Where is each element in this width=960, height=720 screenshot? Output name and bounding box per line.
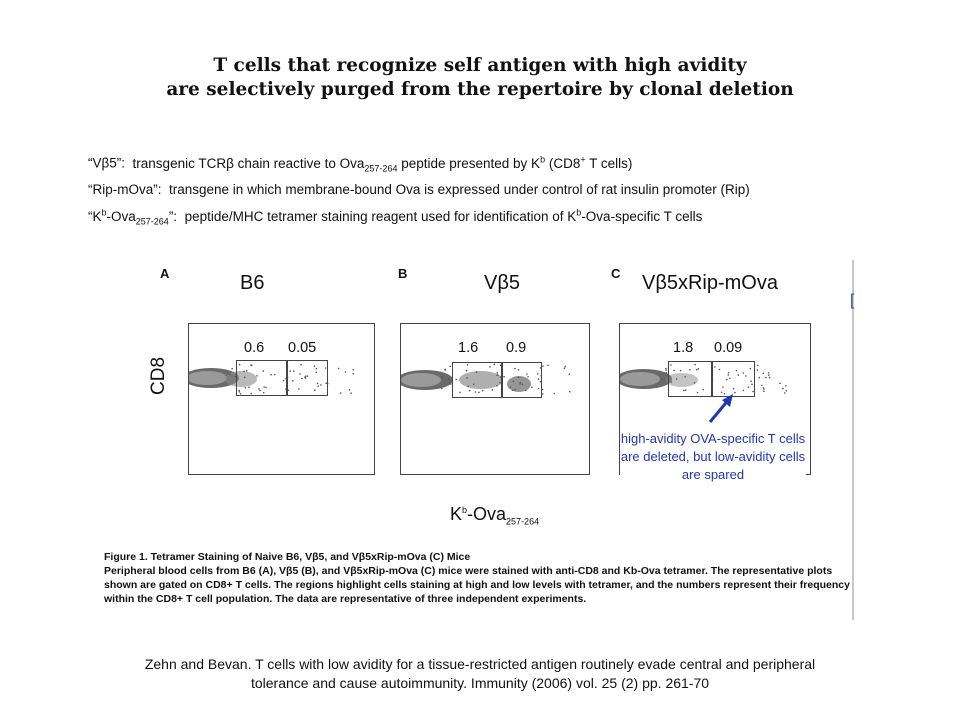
- definition-term: “$K^b-Ova_{257-264}$”:: [88, 207, 178, 227]
- scatter-cloud: [189, 324, 374, 474]
- cropped-glyph: [: [850, 292, 855, 309]
- title-line-2: are selectively purged from the repertoire by clonal deletion: [166, 79, 794, 100]
- slide-title: [0, 54, 960, 102]
- caption-title: Figure 1. Tetramer Staining of Naive B6, Vβ5, and Vβ5xRip-mOva (C) Mice: [104, 551, 471, 563]
- gate-high-a: [287, 360, 328, 396]
- gate-value: 1.8: [673, 340, 694, 356]
- gate-low-b: [452, 362, 502, 398]
- annotation-arrow: [700, 392, 740, 428]
- gate-value: 0.09: [714, 340, 743, 356]
- gate-value: 0.05: [288, 340, 317, 356]
- gate-high-b: [502, 362, 542, 398]
- definition-item: [88, 148, 750, 179]
- panel-c-letter: C: [611, 266, 621, 281]
- flow-plot-b: [400, 323, 590, 475]
- caption-body: Peripheral blood cells from B6 (A), Vβ5 (B), and Vβ5xRip-mOva (C) mice were stained with anti-CD8 and Kb-Ova tetramer. The representative plots shown are gated on CD8+ T cells. The regions highlight cells staining at high and low levels with tetramer, and the numbers represent their frequency within the CD8+ T cell population. The data are representative of three independent experiments.: [104, 565, 850, 605]
- definition-desc: transgenic TCRβ chain reactive to Ova$_{257-264}$ peptide presented by $K^b$ (CD8+ T cells): [132, 154, 633, 174]
- scatter-cloud: [401, 324, 589, 474]
- annotation-text: high-avidity OVA-specific T cells are deleted, but low-avidity cells are spared: [620, 431, 806, 482]
- panel-b-letter: B: [398, 266, 408, 281]
- definition-term: “Rip-mOva”:: [88, 182, 162, 198]
- citation: [0, 655, 960, 693]
- panel-a-letter: A: [160, 266, 170, 281]
- gate-value: 0.9: [506, 340, 527, 356]
- definition-desc: transgene in which membrane-bound Ova is expressed under control of rat insulin promoter (Rip): [169, 182, 750, 198]
- panel-a-title: B6: [240, 272, 265, 294]
- definitions-list: [88, 148, 750, 232]
- definition-term: “Vβ5”:: [88, 155, 126, 171]
- definition-item: [88, 201, 750, 232]
- title-line-1: T cells that recognize self antigen with high avidity: [213, 55, 747, 76]
- citation-line-2: tolerance and cause autoimmunity. Immunity (2006) vol. 25 (2) pp. 261-70: [250, 675, 710, 691]
- citation-line-1: Zehn and Bevan. T cells with low avidity for a tissue-restricted antigen routinely evade central and peripheral: [144, 656, 816, 672]
- panel-c-title: Vβ5xRip-mOva: [642, 272, 778, 294]
- definition-item: [88, 179, 750, 201]
- x-axis-label: $K^b-Ova_{257-264}$: [450, 504, 540, 527]
- y-axis-label: CD8: [148, 356, 169, 395]
- flow-plot-a: [188, 323, 375, 475]
- gate-value: 0.6: [244, 340, 265, 356]
- figure-caption: [104, 550, 854, 606]
- gate-value: 1.6: [458, 340, 479, 356]
- panel-b-title: Vβ5: [484, 272, 520, 294]
- gate-low-a: [236, 360, 287, 396]
- definition-desc: peptide/MHC tetramer staining reagent used for identification of $K^b-Ova$-specific T cells: [184, 207, 703, 224]
